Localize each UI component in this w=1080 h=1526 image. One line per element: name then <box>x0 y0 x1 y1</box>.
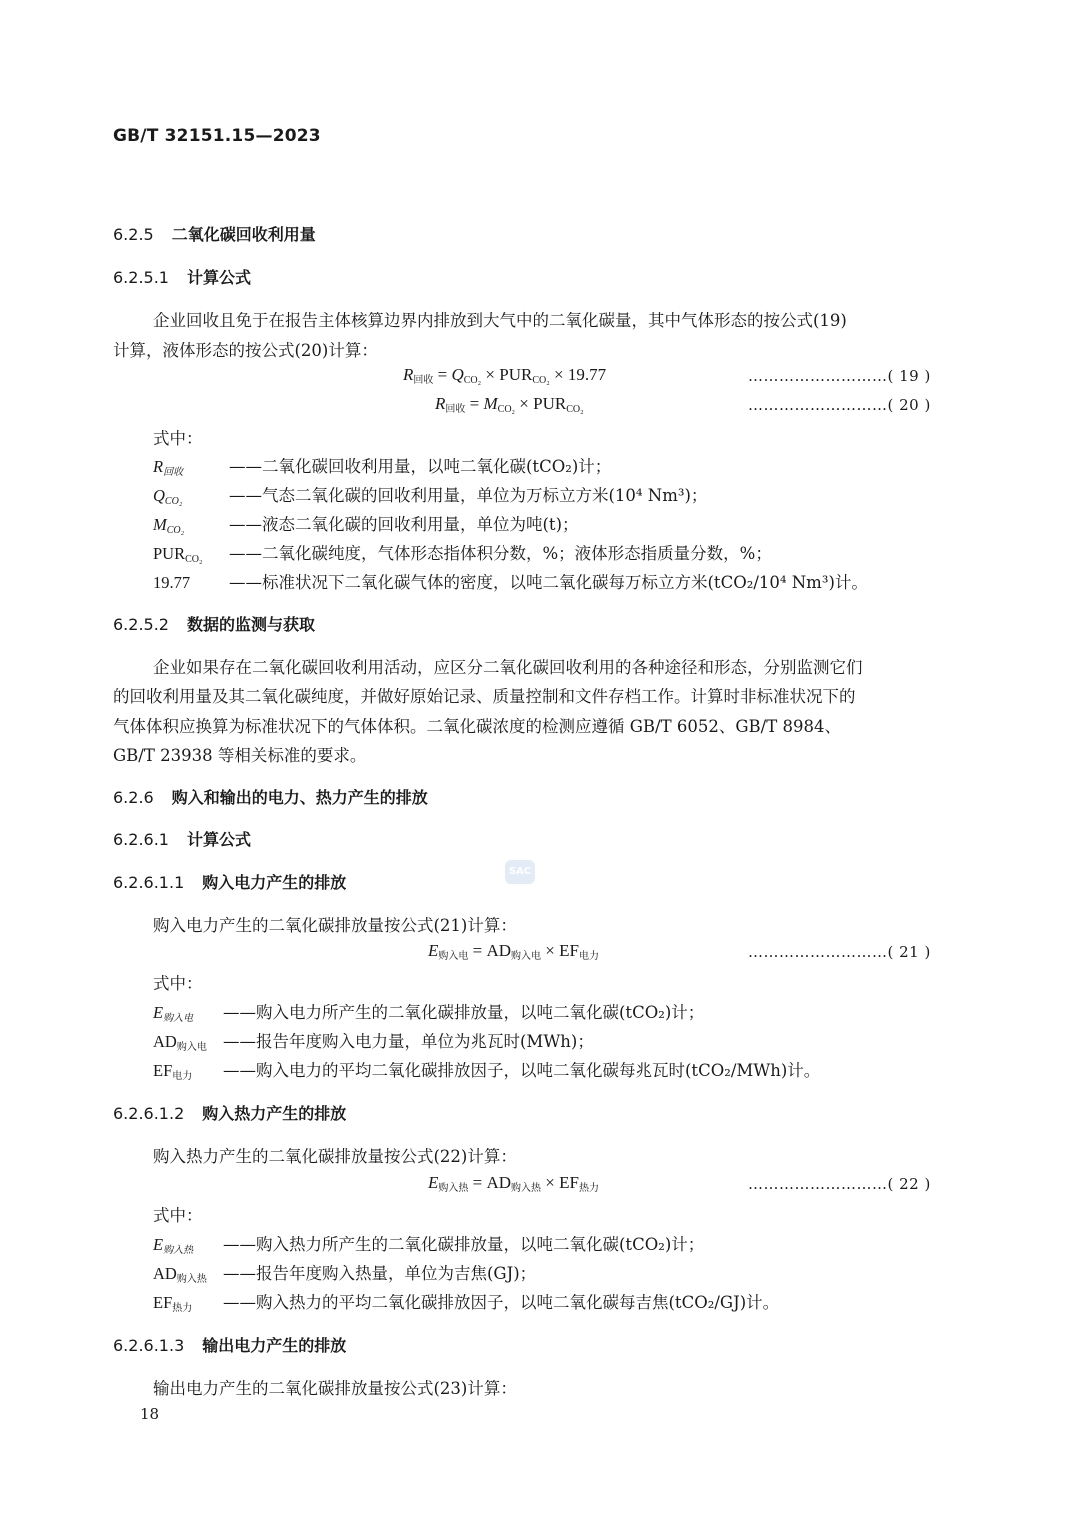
formula-subscript: 购入热 <box>511 1183 542 1194</box>
leader-dots: ……………………… <box>748 367 888 385</box>
where-label: 式中： <box>153 429 203 448</box>
section-heading-6-2-6-1 <box>113 827 251 850</box>
paragraph-line: 输出电力产生的二氧化碳排放量按公式(23)计算： <box>153 1379 517 1398</box>
section-title: 购入电力产生的排放 <box>202 873 347 892</box>
definition-symbol: $Q_{CO_2}$ <box>153 486 183 507</box>
section-number: 6.2.5.1 <box>113 268 169 287</box>
equation-number-19 <box>748 367 931 385</box>
section-number: 6.2.6 <box>113 788 154 807</box>
formula-symbol: PUR <box>533 394 567 413</box>
section-number: 6.2.6.1.2 <box>113 1104 185 1123</box>
definition-symbol: $AD_{购入电}$ <box>153 1032 207 1053</box>
paragraph-line: 企业回收且免于在报告主体核算边界内排放到大气中的二氧化碳量，其中气体形态的按公式(19) <box>153 311 847 330</box>
definition-symbol: $E_{购入热}$ <box>153 1235 194 1256</box>
formula-symbol: E <box>428 941 439 960</box>
definition-text: ——购入热力的平均二氧化碳排放因子，以吨二氧化碳每吉焦(tCO₂/GJ)计。 <box>223 1293 780 1312</box>
definition-text: ——液态二氧化碳的回收利用量，单位为吨(t)； <box>229 515 579 534</box>
definition-item <box>153 1260 536 1285</box>
definition-item <box>153 1231 704 1256</box>
formula-constant: 19.77 <box>567 365 607 384</box>
section-title: 数据的监测与获取 <box>186 615 315 634</box>
section-heading-6-2-6-1-2 <box>113 1101 346 1124</box>
definition-item <box>153 1289 779 1314</box>
formula-symbol: R <box>435 394 446 413</box>
watermark-logo: SAC <box>505 860 535 884</box>
section-title: 计算公式 <box>186 268 251 287</box>
leader-dots: ……………………… <box>748 396 888 414</box>
paragraph-line: 企业如果存在二氧化碳回收利用活动，应区分二氧化碳回收利用的各种途径和形态，分别监测它们 <box>153 658 863 677</box>
definition-text: ——报告年度购入电力量，单位为兆瓦时(MWh)； <box>223 1032 594 1051</box>
section-number: 6.2.6.1.1 <box>113 873 185 892</box>
definition-item <box>153 1028 594 1053</box>
formula-symbol: PUR <box>499 365 533 384</box>
formula-symbol: M <box>483 394 498 413</box>
formula-subscript: 回收 <box>413 375 434 386</box>
equation-label: ( 22 ) <box>887 1175 931 1193</box>
definition-text: ——标准状况下二氧化碳气体的密度，以吨二氧化碳每万标立方米(tCO₂/10⁴ Nm³)计。 <box>229 573 868 592</box>
formula-22: $E_{购入热} = AD_{购入热} \times EF_{热力}$ <box>428 1173 599 1194</box>
section-number: 6.2.6.1 <box>113 830 169 849</box>
definition-text: ——二氧化碳回收利用量，以吨二氧化碳(tCO₂)计； <box>229 457 612 476</box>
paragraph-line: GB/T 23938 等相关标准的要求。 <box>113 746 367 765</box>
definition-item <box>153 1057 820 1082</box>
paragraph-line: 的回收利用量及其二氧化碳纯度，并做好原始记录、质量控制和文件存档工作。计算时非标准状况下的 <box>113 687 856 706</box>
section-number: 6.2.5 <box>113 225 154 244</box>
formula-symbol: E <box>428 1173 439 1192</box>
definition-symbol: $E_{购入电}$ <box>153 1003 194 1024</box>
definition-text: ——气态二氧化碳的回收利用量，单位为万标立方米(10⁴ Nm³)； <box>229 486 708 505</box>
definition-item <box>153 569 868 593</box>
section-heading-6-2-5 <box>113 222 316 245</box>
section-number: 6.2.6.1.3 <box>113 1336 185 1355</box>
definition-text: ——购入电力所产生的二氧化碳排放量，以吨二氧化碳(tCO₂)计； <box>223 1003 705 1022</box>
formula-subscript: 购入电 <box>438 951 469 962</box>
document-code: GB/T 32151.15—2023 <box>113 126 321 146</box>
section-heading-6-2-6-1-3 <box>113 1333 346 1356</box>
formula-subscript: CO₂ <box>463 375 482 386</box>
paragraph-line: 计算，液体形态的按公式(20)计算： <box>113 341 378 360</box>
formula-symbol: EF <box>559 1173 579 1192</box>
section-heading-6-2-6 <box>113 785 428 808</box>
where-label: 式中： <box>153 974 203 993</box>
definition-symbol: $R_{回收}$ <box>153 457 184 478</box>
definition-text: ——报告年度购入热量，单位为吉焦(GJ)； <box>223 1264 537 1283</box>
definition-item <box>153 999 704 1024</box>
formula-symbol: AD <box>486 1173 512 1192</box>
paragraph-line: 气体体积应换算为标准状况下的气体体积。二氧化碳浓度的检测应遵循 GB/T 6052、GB/T 8984、 <box>113 717 841 736</box>
leader-dots: ……………………… <box>748 1175 888 1193</box>
formula-20: $R_{回收} = M_{CO_2} \times PUR_{CO_2}$ <box>435 394 584 415</box>
paragraph-line: 购入热力产生的二氧化碳排放量按公式(22)计算： <box>153 1147 517 1166</box>
equation-number-20 <box>748 396 931 414</box>
formula-symbol: Q <box>451 365 464 384</box>
formula-symbol: AD <box>486 941 512 960</box>
section-number: 6.2.5.2 <box>113 615 169 634</box>
definition-symbol: $EF_{热力}$ <box>153 1293 193 1314</box>
formula-subscript: 购入热 <box>438 1183 469 1194</box>
section-title: 二氧化碳回收利用量 <box>171 225 316 244</box>
definition-item <box>153 482 707 507</box>
formula-subscript: 热力 <box>578 1183 599 1194</box>
where-label: 式中： <box>153 1206 203 1225</box>
definition-text: ——二氧化碳纯度，气体形态指体积分数，%；液体形态指质量分数，%； <box>229 544 772 563</box>
definition-symbol: $AD_{购入热}$ <box>153 1264 207 1285</box>
paragraph-line: 购入电力产生的二氧化碳排放量按公式(21)计算： <box>153 916 517 935</box>
section-title: 输出电力产生的排放 <box>202 1336 347 1355</box>
definition-item <box>153 540 772 565</box>
definition-text: ——购入电力的平均二氧化碳排放因子，以吨二氧化碳每兆瓦时(tCO₂/MWh)计。 <box>223 1061 821 1080</box>
definition-symbol: 19.77 <box>153 573 191 592</box>
definition-item <box>153 511 579 536</box>
section-title: 购入热力产生的排放 <box>202 1104 347 1123</box>
definition-text: ——购入热力所产生的二氧化碳排放量，以吨二氧化碳(tCO₂)计； <box>223 1235 705 1254</box>
section-heading-6-2-6-1-1 <box>113 870 346 893</box>
section-title: 购入和输出的电力、热力产生的排放 <box>171 788 428 807</box>
formula-symbol: R <box>403 365 414 384</box>
section-title: 计算公式 <box>186 830 251 849</box>
equation-number-22 <box>748 1175 931 1193</box>
section-heading-6-2-5-1 <box>113 265 251 288</box>
equation-label: ( 19 ) <box>887 367 931 385</box>
formula-subscript: CO₂ <box>497 404 516 415</box>
formula-subscript: CO₂ <box>532 375 550 386</box>
equation-label: ( 21 ) <box>887 943 931 961</box>
equation-label: ( 20 ) <box>887 396 931 414</box>
formula-subscript: 回收 <box>445 404 466 415</box>
definition-symbol: $EF_{电力}$ <box>153 1061 193 1082</box>
definition-symbol: $M_{CO_2}$ <box>153 515 185 536</box>
formula-subscript: 购入电 <box>511 951 542 962</box>
definition-symbol: $PUR_{CO_2}$ <box>153 544 203 565</box>
formula-19: $R_{回收} = Q_{CO_2} \times PUR_{CO_2} \times 19.77$ <box>403 365 607 386</box>
formula-subscript: CO₂ <box>566 404 584 415</box>
formula-symbol: EF <box>559 941 579 960</box>
definition-item <box>153 453 611 478</box>
leader-dots: ……………………… <box>748 943 888 961</box>
page-number: 18 <box>140 1405 160 1423</box>
section-heading-6-2-5-2 <box>113 612 315 635</box>
equation-number-21 <box>748 943 931 961</box>
formula-subscript: 电力 <box>578 951 599 962</box>
formula-21: $E_{购入电} = AD_{购入电} \times EF_{电力}$ <box>428 941 599 962</box>
